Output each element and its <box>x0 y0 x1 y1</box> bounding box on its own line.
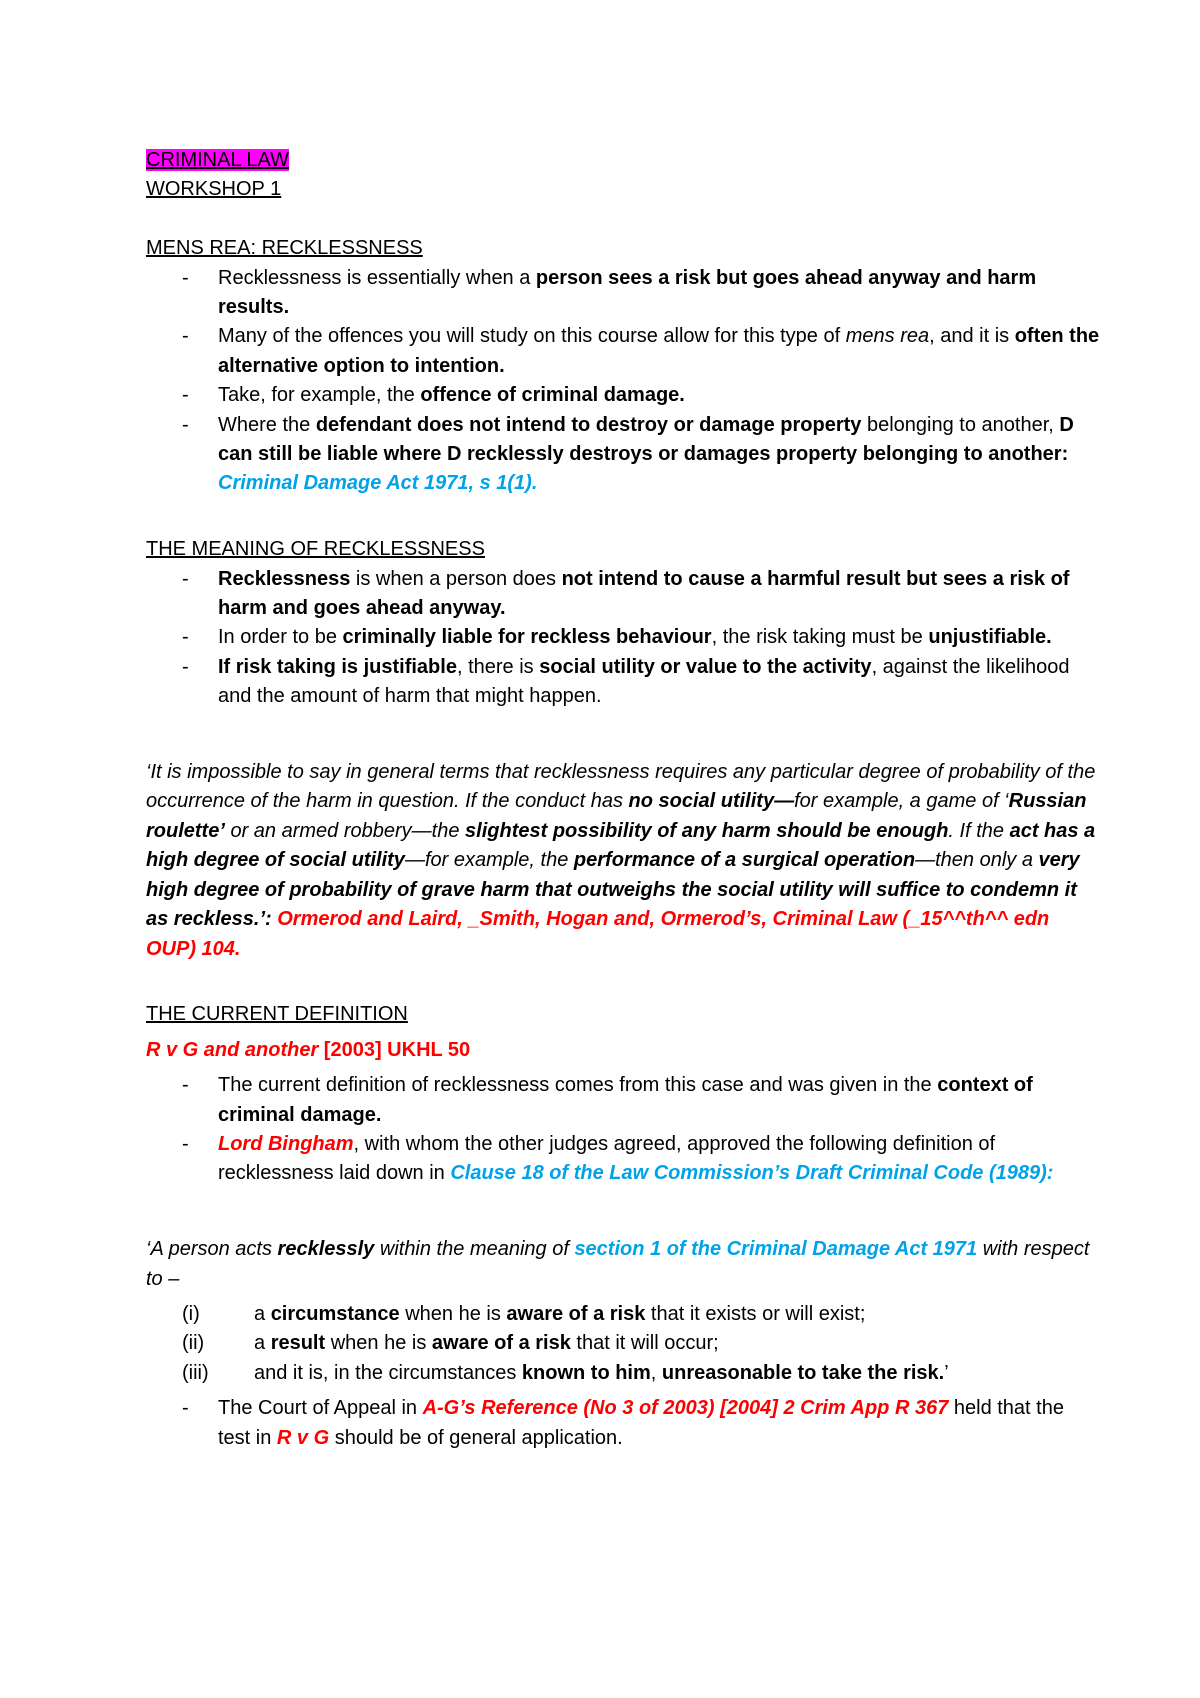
list-item: - If risk taking is justifiable, there is social utility or value to the activity, against the likelihood and the amount of harm that might happen. <box>146 653 1100 712</box>
statute-citation: Criminal Damage Act 1971, s 1(1). <box>218 472 538 495</box>
roman-list <box>146 1300 1100 1388</box>
final-bullet <box>146 1394 1100 1453</box>
textbook-citation: Ormerod and Laird, _Smith, Hogan and, Ormerod’s, Criminal Law (_15^^th^^ edn OUP) 104. <box>146 908 1050 960</box>
list-item: (iii) and it is, in the circumstances known to him, unreasonable to take the risk.’ <box>182 1361 949 1384</box>
clause-18-quote: ‘A person acts recklessly within the meaning of section 1 of the Criminal Damage Act 1971 with respect to – <box>146 1238 1090 1290</box>
list-item: - Recklessness is when a person does not intend to cause a harmful result but sees a risk of harm and goes ahead anyway. <box>146 565 1100 624</box>
list-item: - Many of the offences you will study on this course allow for this type of mens rea, and it is often the alternative option to intention. <box>146 322 1100 381</box>
list-item: - Lord Bingham, with whom the other judges agreed, approved the following definition of recklessness laid down in Clause 18 of the Law Commission’s Draft Criminal Code (1989): <box>146 1130 1100 1189</box>
list-item: - The current definition of recklessness comes from this case and was given in the context of criminal damage. <box>146 1071 1100 1130</box>
list-item: - Take, for example, the offence of criminal damage. <box>146 381 1100 410</box>
list-item: (i) a circumstance when he is aware of a risk that it exists or will exist; <box>182 1302 866 1325</box>
meaning-bullets <box>146 565 1100 712</box>
ormerod-quote: ‘It is impossible to say in general terms that recklessness requires any particular degree of probability of the occurrence of the harm in question. If the conduct has no social utility—for example, a game of ‘Russian roulette’ or an armed robbery—the slightest possibility of any harm should be enough. If the act has a high degree of social utility—for example, the performance of a surgical operation—then only a very high degree of probability of grave harm that outweighs the social utility will suffice to condemn it as reckless.’: Ormerod and Laird, _Smith, Hogan and, Ormerod’s, Criminal Law (_15^^th^^ edn OUP) 104. <box>146 761 1096 960</box>
doc-title: CRIMINAL LAW <box>146 149 289 171</box>
list-item: - Where the defendant does not intend to destroy or damage property belonging to another, D can still be liable where D recklessly destroys or damages property belonging to another: Criminal Damage Act 1971, s 1(1). <box>146 411 1100 499</box>
mens-rea-bullets <box>146 264 1100 499</box>
case-ref: R v G <box>276 1426 330 1449</box>
list-item: - Recklessness is essentially when a person sees a risk but goes ahead anyway and harm results. <box>146 264 1100 323</box>
judge-name: Lord Bingham <box>218 1132 354 1155</box>
statute-citation: section 1 of the Criminal Damage Act 1971 <box>574 1238 978 1261</box>
clause-citation: Clause 18 of the Law Commission’s Draft Criminal Code (1989): <box>450 1162 1054 1185</box>
reference-citation: A-G’s Reference (No 3 of 2003) [2004] 2 Crim App R 367 <box>422 1397 949 1420</box>
list-item: - In order to be criminally liable for reckless behaviour, the risk taking must be unjustifiable. <box>146 623 1100 652</box>
list-item: (ii) a result when he is aware of a risk that it will occur; <box>182 1332 719 1355</box>
section-heading-mens-rea: MENS REA: RECKLESSNESS <box>146 237 423 260</box>
current-definition-bullets <box>146 1071 1100 1189</box>
doc-subtitle: WORKSHOP 1 <box>146 178 282 201</box>
list-item: - The Court of Appeal in A-G’s Reference (No 3 of 2003) [2004] 2 Crim App R 367 held that the test in R v G should be of general application. <box>146 1394 1100 1453</box>
doc-subtitle-line <box>146 175 1100 204</box>
case-name: R v G and another <box>146 1038 319 1061</box>
section-heading-meaning: THE MEANING OF RECKLESSNESS <box>146 538 485 561</box>
case-name-line <box>146 1036 1100 1065</box>
doc-title-line <box>146 146 1100 175</box>
case-citation: [2003] UKHL 50 <box>318 1038 471 1061</box>
section-heading-current-definition: THE CURRENT DEFINITION <box>146 1003 408 1026</box>
